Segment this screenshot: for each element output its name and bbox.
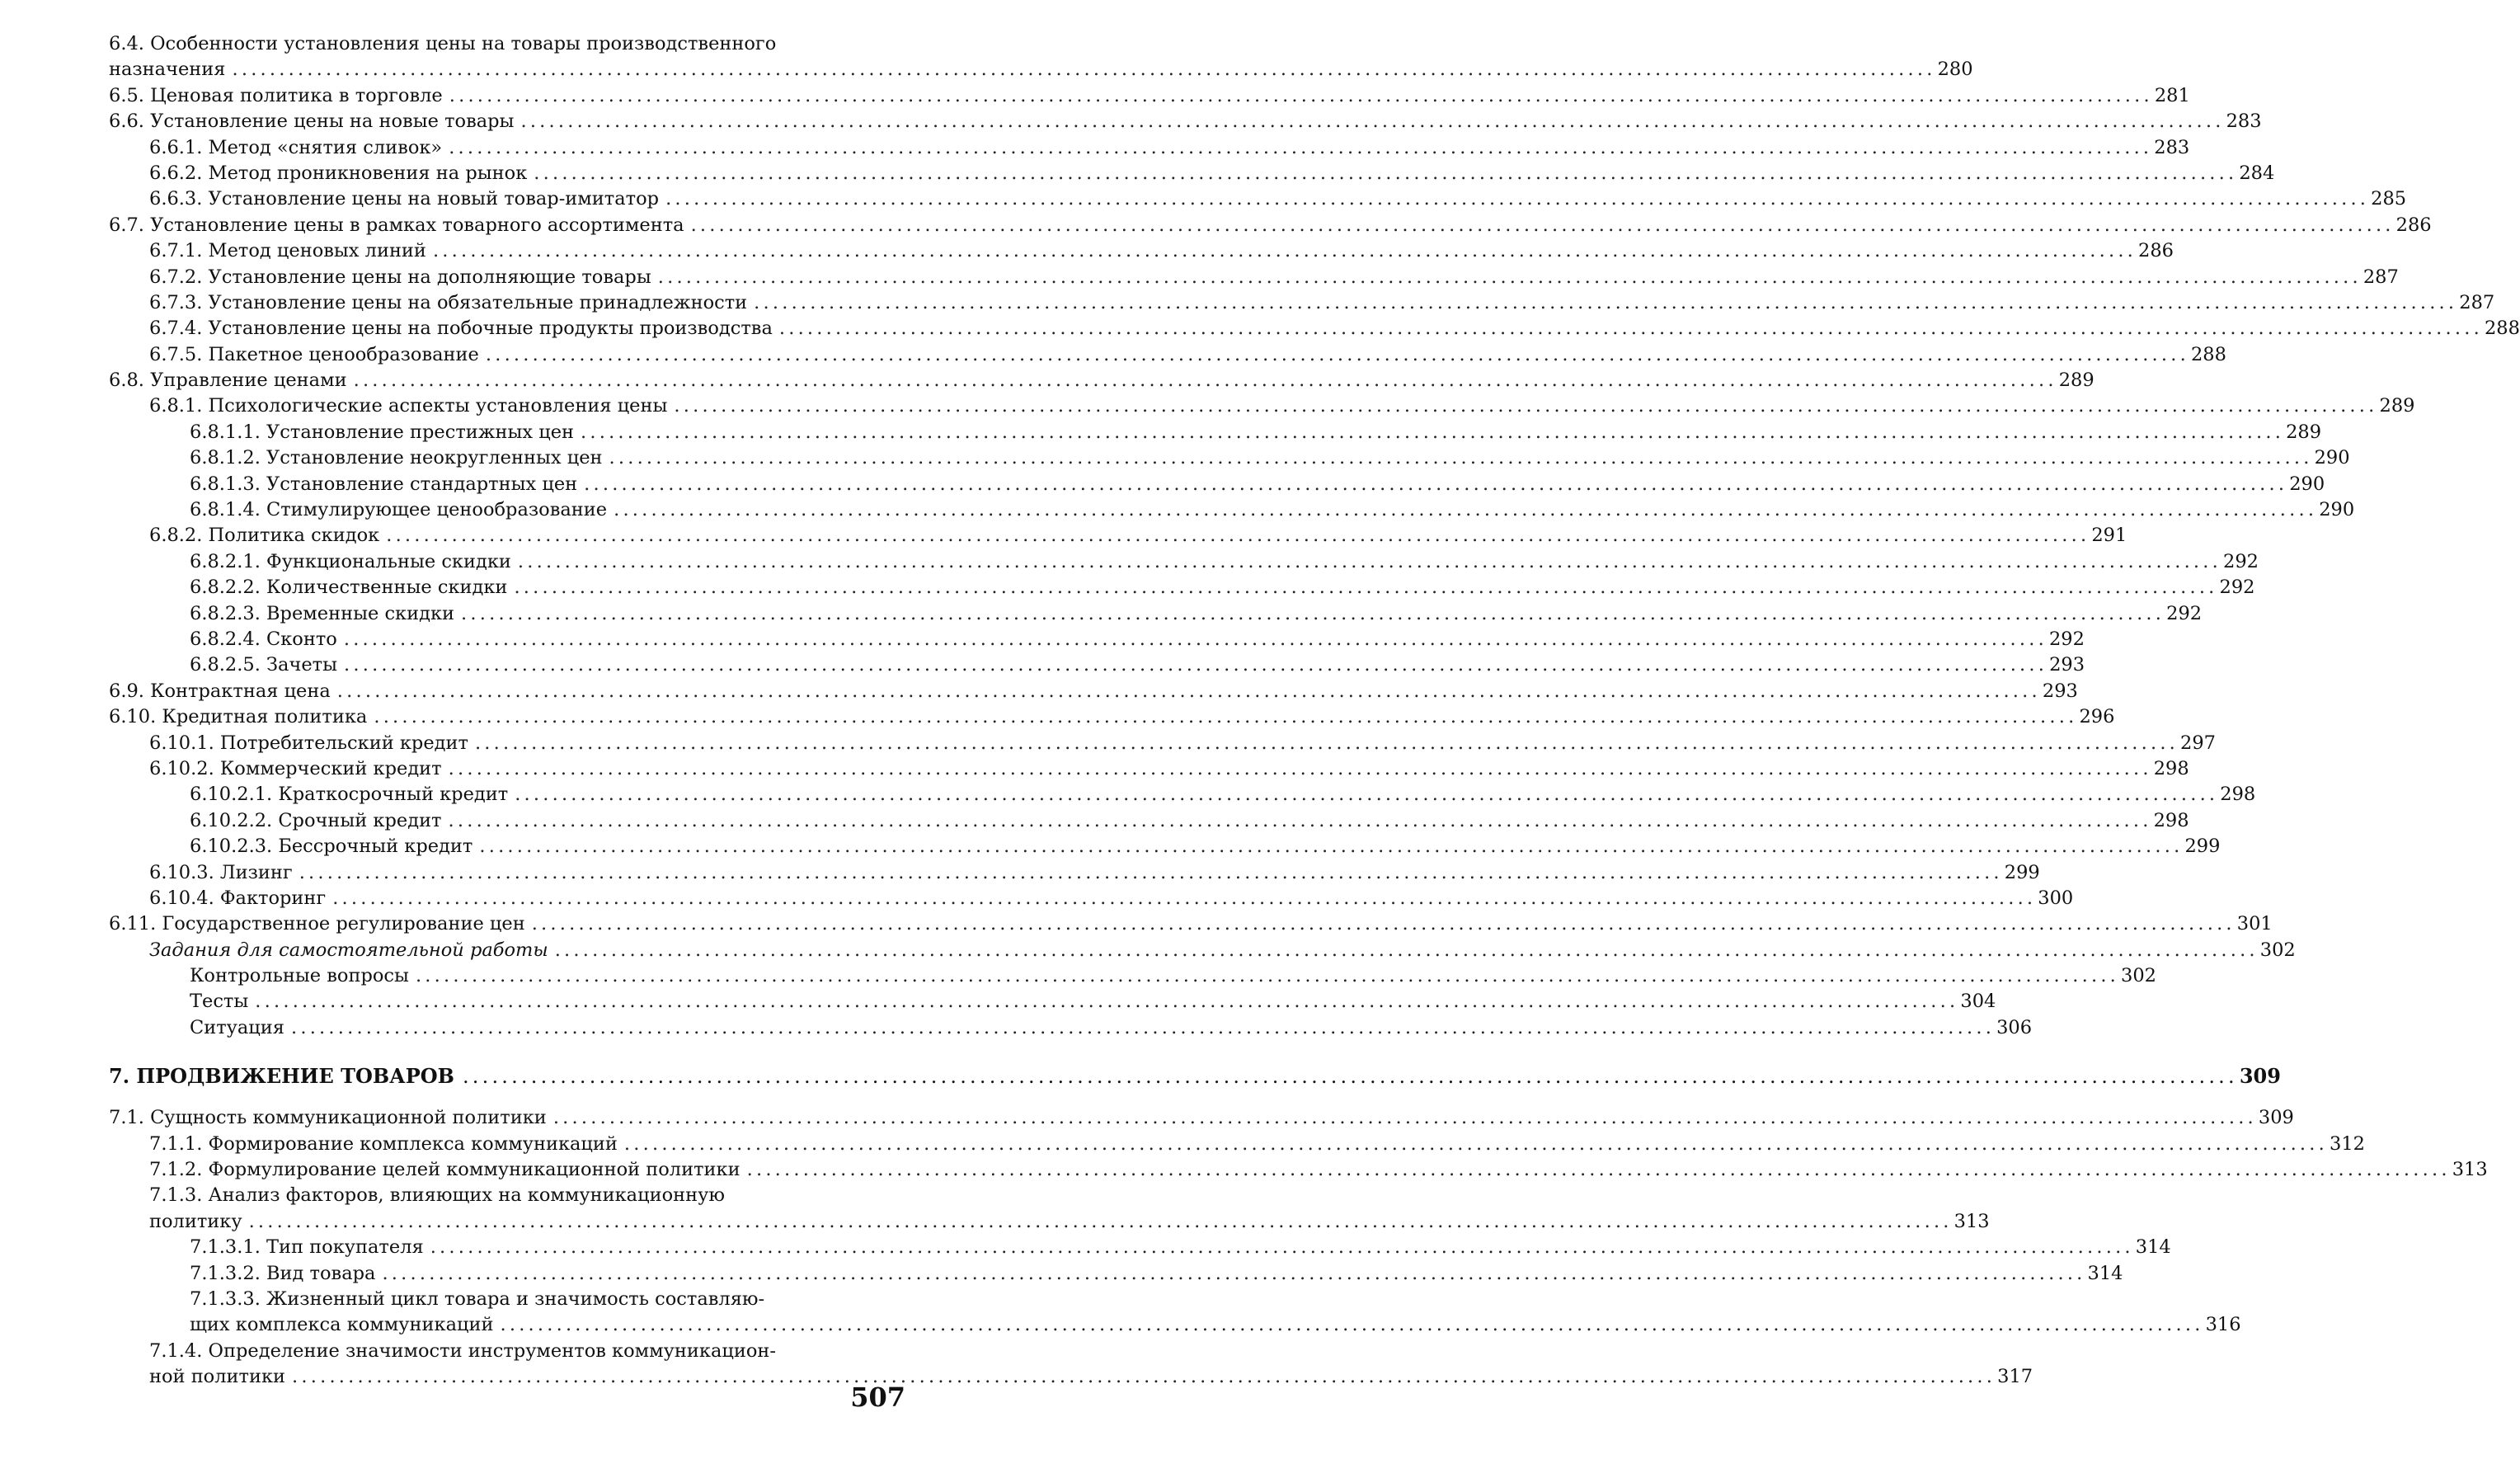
toc-entry-title: 6.8.2. Политика скидок: [149, 525, 380, 547]
dot-leader: ......................................................................................................................................................................................: [248, 1210, 1953, 1232]
toc-page-number: 302: [2121, 965, 2156, 987]
dot-leader: ......................................................................................................................................................................................: [552, 1107, 2257, 1129]
toc-page-number: 289: [2286, 421, 2322, 443]
toc-entry: [109, 393, 2415, 419]
dot-leader: ......................................................................................................................................................................................: [374, 706, 2078, 728]
dot-leader: ......................................................................................................................................................................................: [461, 602, 2165, 624]
toc-page-number: 316: [2205, 1314, 2241, 1336]
toc-page-number: 314: [2135, 1236, 2171, 1259]
toc-entry: [109, 1132, 2365, 1157]
toc-entry: [109, 109, 2262, 134]
dot-leader: ......................................................................................................................................................................................: [448, 757, 2152, 779]
dot-leader: ......................................................................................................................................................................................: [500, 1314, 2204, 1336]
toc-page-number: 299: [2184, 836, 2221, 858]
toc-entry-title: 6.11. Государственное регулирование цен: [109, 913, 525, 935]
toc-entry-title: Задания для самостоятельной работы: [149, 939, 548, 961]
toc-entry: [109, 445, 2350, 471]
toc-page-number: 306: [1996, 1016, 2033, 1038]
dot-leader: ......................................................................................................................................................................................: [690, 214, 2395, 236]
toc-page-number: 286: [2395, 214, 2432, 236]
toc-page-number: 287: [2362, 266, 2399, 288]
toc-entry: [109, 265, 2399, 290]
toc-page-number: 285: [2371, 188, 2407, 210]
toc-entry-title: 6.10.1. Потребительский кредит: [149, 732, 468, 754]
toc-entry-title: 7.1.2. Формулирование целей коммуникационной политики: [149, 1159, 740, 1181]
toc-page-number: 290: [2289, 473, 2325, 495]
toc-page-number: 301: [2236, 913, 2273, 935]
dot-leader: ......................................................................................................................................................................................: [746, 1159, 2451, 1181]
spacer: [109, 1090, 902, 1105]
toc-entry: [109, 523, 2127, 548]
toc-entry: [109, 497, 2355, 523]
toc-page-number: 284: [2239, 162, 2275, 184]
dot-leader: ......................................................................................................................................................................................: [479, 836, 2184, 858]
dot-leader: ......................................................................................................................................................................................: [614, 499, 2318, 521]
toc-page-number: 317: [1997, 1366, 2033, 1388]
toc-entry-title: назначения: [109, 59, 226, 81]
page-folio: 507: [850, 1382, 905, 1413]
toc-entry-title: 6.8.1. Психологические аспекты установления цены: [149, 395, 668, 417]
dot-leader: ......................................................................................................................................................................................: [515, 784, 2219, 806]
dot-leader: ......................................................................................................................................................................................: [449, 84, 2153, 106]
toc-page-number: 293: [2042, 680, 2078, 702]
toc-entry: [109, 290, 2495, 316]
toc-entry: [109, 1015, 2033, 1041]
toc-entry: [109, 213, 2432, 238]
toc-entry-title: 6.4. Особенности установления цены на товары производственного: [109, 33, 777, 54]
toc-entry-title: 7.1.1. Формирование комплекса коммуникаций: [149, 1132, 618, 1155]
dot-leader: ......................................................................................................................................................................................: [554, 939, 2259, 961]
dot-leader: ......................................................................................................................................................................................: [432, 240, 2137, 262]
toc-entry: [109, 938, 2296, 963]
dot-leader: ......................................................................................................................................................................................: [609, 447, 2313, 469]
toc-entry-title: 6.6.3. Установление цены на новый товар-имитатор: [149, 188, 660, 210]
toc-entry: [109, 834, 2221, 859]
toc-page-number: 298: [2153, 757, 2189, 779]
toc-entry-line: [109, 1287, 902, 1312]
toc-entry: [109, 886, 2074, 911]
dot-leader: ......................................................................................................................................................................................: [657, 266, 2362, 288]
toc-entry-title: 6.10. Кредитная политика: [109, 706, 368, 728]
dot-leader: ......................................................................................................................................................................................: [336, 680, 2041, 702]
toc-entry: [109, 627, 2085, 652]
toc-entry-title: щих комплекса коммуникаций: [190, 1314, 494, 1336]
toc-page-number: 283: [2226, 111, 2262, 133]
toc-entry-title: 6.7.2. Установление цены на дополняющие товары: [149, 266, 651, 288]
chapter-heading: [109, 1062, 2281, 1090]
dot-leader: ......................................................................................................................................................................................: [386, 525, 2090, 547]
dot-leader: ......................................................................................................................................................................................: [584, 473, 2288, 495]
toc-page-number: 302: [2259, 939, 2296, 961]
chapter-page-number: 309: [2239, 1064, 2281, 1089]
toc-entry-title: ной политики: [149, 1366, 286, 1388]
toc-entry: [109, 704, 2115, 730]
table-of-contents: [109, 31, 2520, 1391]
toc-page-number: 280: [1937, 59, 1973, 81]
toc-page-number: 289: [2379, 395, 2415, 417]
toc-page-number: 288: [2484, 318, 2520, 340]
toc-entry: [109, 316, 2520, 341]
dot-leader: ......................................................................................................................................................................................: [382, 1262, 2086, 1284]
toc-entry: [109, 186, 2407, 212]
toc-entry: [109, 368, 2095, 393]
dot-leader: ......................................................................................................................................................................................: [778, 318, 2483, 340]
toc-entry-title: 6.10.2.1. Краткосрочный кредит: [190, 784, 509, 806]
toc-page-number: 297: [2180, 732, 2216, 754]
dot-leader: ......................................................................................................................................................................................: [232, 59, 1936, 81]
toc-page-number: 309: [2258, 1107, 2294, 1129]
toc-entry-title: 6.6. Установление цены на новые товары: [109, 111, 515, 133]
dot-leader: ......................................................................................................................................................................................: [534, 162, 2238, 184]
dot-leader: ......................................................................................................................................................................................: [255, 991, 1959, 1013]
toc-entry-title: 6.8.2.1. Функциональные скидки: [190, 550, 511, 572]
toc-entry: [109, 1364, 2033, 1390]
dot-leader: ......................................................................................................................................................................................: [665, 188, 2370, 210]
toc-entry-title: 6.8.2.3. Временные скидки: [190, 602, 455, 624]
chapter-title: 7. ПРОДВИЖЕНИЕ ТОВАРОВ: [109, 1064, 454, 1089]
toc-entry-title: 6.10.3. Лизинг: [149, 861, 293, 883]
toc-entry-title: 6.6.1. Метод «снятия сливок»: [149, 136, 443, 158]
dot-leader: ......................................................................................................................................................................................: [290, 1016, 1996, 1038]
toc-entry: [109, 420, 2322, 445]
toc-entry-title: 7.1.3. Анализ факторов, влияющих на коммуникационную: [149, 1184, 725, 1207]
toc-entry: [109, 782, 2256, 807]
toc-entry-title: 7.1. Сущность коммуникационной политики: [109, 1107, 547, 1129]
toc-entry-title: 6.10.4. Факторинг: [149, 887, 327, 909]
dot-leader: ......................................................................................................................................................................................: [531, 913, 2236, 935]
toc-entry: [109, 679, 2078, 704]
dot-leader: ......................................................................................................................................................................................: [292, 1366, 1996, 1388]
dot-leader: ......................................................................................................................................................................................: [449, 136, 2153, 158]
toc-entry: [109, 161, 2275, 186]
toc-page-number: 296: [2079, 706, 2115, 728]
toc-page-number: 304: [1960, 991, 1996, 1013]
toc-page-number: 288: [2190, 343, 2226, 365]
toc-entry-title: 6.10.2. Коммерческий кредит: [149, 757, 442, 779]
dot-leader: ......................................................................................................................................................................................: [415, 965, 2120, 987]
toc-entry-title: 6.7. Установление цены в рамках товарного ассортимента: [109, 214, 684, 236]
toc-entry: [109, 860, 2040, 886]
toc-page-number: 281: [2154, 84, 2190, 106]
toc-entry: [109, 1157, 2488, 1183]
toc-page-number: 299: [2004, 861, 2040, 883]
toc-entry: [109, 472, 2325, 497]
dot-leader: ......................................................................................................................................................................................: [754, 291, 2458, 313]
toc-entry: [109, 575, 2255, 600]
toc-entry-title: 6.7.5. Пакетное ценообразование: [149, 343, 479, 365]
dot-leader: ......................................................................................................................................................................................: [344, 654, 2048, 676]
toc-entry-title: 6.8.1.3. Установление стандартных цен: [190, 473, 578, 495]
toc-entry: [109, 1312, 2241, 1338]
toc-entry-title: 7.1.3.3. Жизненный цикл товара и значимость составляю-: [190, 1287, 765, 1310]
toc-page-number: 286: [2138, 240, 2174, 262]
toc-entry: [109, 652, 2085, 678]
toc-entry-title: Тесты: [190, 991, 249, 1013]
toc-entry: [109, 963, 2156, 989]
toc-page-number: 313: [1953, 1210, 1990, 1232]
toc-entry-title: 6.8.1.1. Установление престижных цен: [190, 421, 575, 443]
toc-entry-title: Контрольные вопросы: [190, 965, 409, 987]
toc-page-number: 292: [2048, 628, 2085, 650]
toc-entry-line: [109, 1339, 902, 1364]
toc-entry-title: 6.7.3. Установление цены на обязательные принадлежности: [149, 291, 748, 313]
toc-entry: [109, 57, 1973, 82]
dot-leader: ......................................................................................................................................................................................: [514, 577, 2218, 599]
toc-entry-title: 6.8.1.2. Установление неокругленных цен: [190, 447, 603, 469]
toc-entry: [109, 911, 2273, 937]
toc-entry: [109, 1261, 2123, 1287]
toc-entry-title: 6.8. Управление ценами: [109, 370, 347, 392]
toc-entry-title: политику: [149, 1210, 242, 1232]
dot-leader: ......................................................................................................................................................................................: [474, 732, 2179, 754]
toc-entry: [109, 1105, 2294, 1131]
toc-entry-title: 6.7.1. Метод ценовых линий: [149, 240, 426, 262]
dot-leader: ......................................................................................................................................................................................: [332, 887, 2037, 909]
toc-page-number: 287: [2459, 291, 2495, 313]
toc-entry-title: 7.1.4. Определение значимости инструментов коммуникацион-: [149, 1339, 776, 1362]
toc-entry-title: 6.10.2.3. Бессрочный кредит: [190, 836, 473, 858]
toc-page-number: 292: [2223, 550, 2259, 572]
spacer: [109, 1041, 902, 1062]
toc-entry-title: 6.8.2.2. Количественные скидки: [190, 577, 508, 599]
toc-entry: [109, 756, 2189, 782]
toc-page-number: 298: [2153, 809, 2189, 831]
toc-section-7: [109, 1105, 2488, 1390]
dot-leader: ......................................................................................................................................................................................: [353, 370, 2057, 392]
toc-entry-title: 6.5. Ценовая политика в торговле: [109, 84, 443, 106]
toc-page-number: 292: [2166, 602, 2203, 624]
toc-page-number: 293: [2049, 654, 2085, 676]
toc-entry-line: [109, 31, 902, 57]
toc-entry: [109, 601, 2203, 627]
toc-page-number: 298: [2220, 784, 2256, 806]
toc-entry-title: 6.7.4. Установление цены на побочные продукты производства: [149, 318, 773, 340]
toc-page-number: 289: [2058, 370, 2095, 392]
toc-entry-title: 6.9. Контрактная цена: [109, 680, 331, 702]
toc-entry-title: 6.6.2. Метод проникновения на рынок: [149, 162, 528, 184]
dot-leader: ......................................................................................................................................................................................: [448, 809, 2152, 831]
toc-page-number: 292: [2219, 577, 2255, 599]
toc-entry: [109, 83, 2190, 109]
dot-leader: ......................................................................................................................................................................................: [343, 628, 2048, 650]
dot-leader: ......................................................................................................................................................................................: [520, 111, 2225, 133]
dot-leader: ......................................................................................................................................................................................: [581, 421, 2285, 443]
toc-page-number: 300: [2038, 887, 2074, 909]
dot-leader: ......................................................................................................................................................................................: [623, 1132, 2328, 1155]
toc-entry-title: 7.1.3.2. Вид товара: [190, 1262, 376, 1284]
toc-page-number: 290: [2319, 499, 2355, 521]
dot-leader: ......................................................................................................................................................................................: [517, 550, 2221, 572]
toc-page-number: 290: [2314, 447, 2350, 469]
dot-leader: ......................................................................................................................................................................................: [485, 343, 2189, 365]
toc-entry: [109, 731, 2216, 756]
dot-leader: ......................................................................................................................................................................................: [299, 861, 2003, 883]
toc-entry-title: 7.1.3.1. Тип покупателя: [190, 1236, 424, 1259]
toc-entry: [109, 1235, 2171, 1260]
dot-leader: ......................................................................................................................................................................................: [462, 1065, 2238, 1089]
dot-leader: ......................................................................................................................................................................................: [430, 1236, 2134, 1259]
toc-entry: [109, 989, 1996, 1014]
toc-entry-title: 6.8.2.5. Зачеты: [190, 654, 338, 676]
dot-leader: ......................................................................................................................................................................................: [674, 395, 2378, 417]
toc-page-number: 283: [2154, 136, 2190, 158]
toc-entry: [109, 342, 2226, 368]
toc-entry-title: 6.8.1.4. Стимулирующее ценообразование: [190, 499, 608, 521]
toc-entry-title: 6.8.2.4. Сконто: [190, 628, 337, 650]
toc-entry-title: Ситуация: [190, 1016, 284, 1038]
toc-entry: [109, 1209, 1990, 1235]
toc-entry: [109, 238, 2174, 264]
toc-entry: [109, 549, 2259, 575]
toc-page-number: 312: [2330, 1132, 2365, 1155]
toc-entry-line: [109, 1183, 902, 1208]
toc-page-number: 291: [2091, 525, 2127, 547]
toc-page-number: 313: [2452, 1159, 2488, 1181]
toc-entry: [109, 135, 2190, 161]
toc-entry-title: 6.10.2.2. Срочный кредит: [190, 809, 442, 831]
toc-page-number: 314: [2087, 1262, 2123, 1284]
toc-entry: [109, 808, 2189, 834]
toc-section-6: [109, 31, 2520, 1041]
